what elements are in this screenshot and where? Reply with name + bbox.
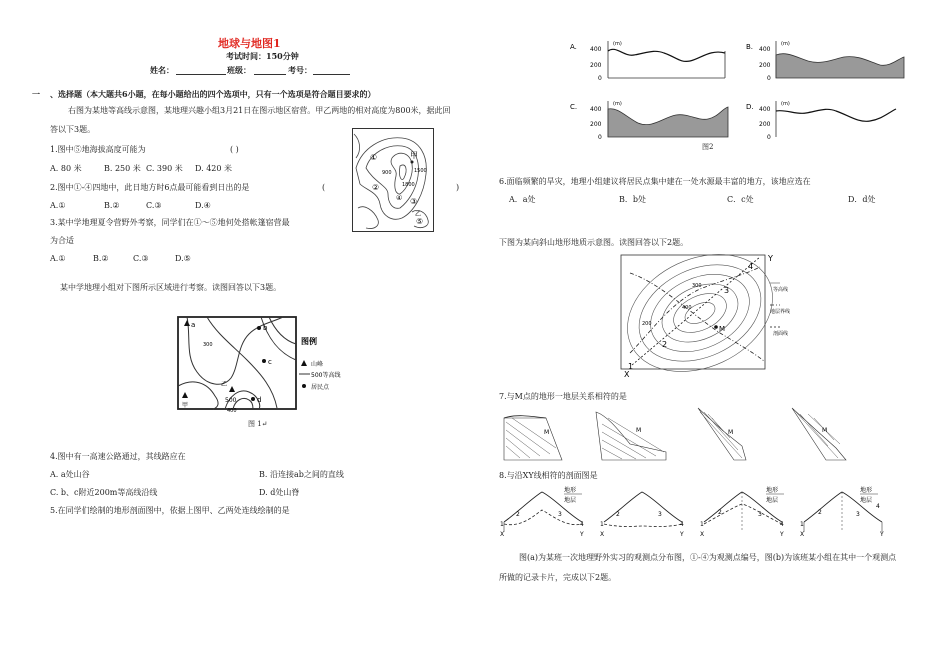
- geomap-num-4: 4: [748, 262, 754, 271]
- q3-line2: 为合适: [50, 236, 74, 245]
- map1-num-1500: 1500: [414, 168, 427, 174]
- profile-d-y400: 400: [759, 106, 771, 113]
- map2-caption: 图 1↵: [248, 420, 268, 428]
- q8-o1-diceng: 地层: [564, 497, 577, 504]
- q2-paren-left: (: [322, 183, 326, 192]
- q7-opt3-m: M: [728, 429, 734, 436]
- q6-option-a: A．a处: [509, 195, 536, 204]
- map1-label-jia: 甲: [410, 151, 418, 160]
- q7-stem: 7.与M点的地形一地层关系相符的是: [499, 392, 627, 401]
- q2-option-a: A.①: [50, 201, 66, 210]
- profile-d-label: D.: [746, 103, 754, 111]
- q8-o3-n4: 4: [780, 521, 784, 528]
- map2-contour-500: 500: [225, 397, 237, 404]
- profile-a-label: A.: [570, 43, 577, 51]
- q8-o4-n2: 2: [818, 509, 822, 516]
- q1-option-a: A. 80 米: [50, 164, 82, 173]
- map2-label-b: b: [263, 324, 268, 332]
- intro4-line1: 图(a)为某班一次地理野外实习的观测点分布图，①-④为观测点编号，图(b)为该班某小组在其中一个观测点: [519, 553, 897, 562]
- id-blank[interactable]: [313, 74, 350, 75]
- q8-o3-x: X: [700, 531, 705, 538]
- geomap-legend-section: 剖面线: [773, 331, 789, 337]
- map1-label-5: ⑤: [416, 217, 424, 226]
- q3-option-c: C.③: [133, 254, 149, 263]
- q6-option-d: D．d处: [848, 195, 876, 204]
- q8-o1-n1: 1: [500, 521, 504, 528]
- profile-d-unit: (m): [781, 101, 790, 107]
- q4-stem: 4.图中有一高速公路通过，其线路应在: [50, 452, 186, 461]
- profile-d-y0: 0: [767, 134, 771, 141]
- q4-option-c: C. b、c附近200m等高线沿线: [50, 488, 158, 497]
- geomap-label-y: Y: [768, 254, 773, 263]
- map1-label-yi: 乙: [415, 211, 422, 218]
- q4-option-d: D. d处山脊: [259, 488, 300, 497]
- q8-o3-diceng: 地层: [766, 497, 779, 504]
- map2-contour-400: 400: [227, 408, 237, 414]
- map1-num-1800: 1800: [402, 182, 415, 188]
- profile-a-y0: 0: [598, 75, 602, 82]
- q8-o1-n4: 4: [580, 521, 584, 528]
- q2-option-d: D.④: [195, 201, 211, 210]
- q8-stem: 8.与沿XY线相符的剖面图是: [499, 471, 598, 480]
- q8-o2-n1: 1: [600, 521, 604, 528]
- map1-label-2: ②: [372, 183, 380, 192]
- intro4-line2: 所做的记录卡片，完成以下2题。: [499, 573, 617, 582]
- q1-option-b: B. 250 米: [104, 164, 141, 173]
- geomap-label-x: X: [624, 370, 630, 379]
- map2-contour-300: 300: [203, 342, 213, 348]
- q1-option-d: D. 420 米: [195, 164, 233, 173]
- class-blank[interactable]: [254, 74, 286, 75]
- map2-label-a: a: [191, 321, 196, 329]
- q6-option-c: C．c处: [727, 195, 754, 204]
- q8-o1-x: X: [500, 531, 505, 538]
- class-label: 班级：: [227, 65, 251, 75]
- q4-option-a: A. a处山谷: [50, 470, 90, 479]
- q3-line1: 3.某中学地理夏令营野外考察，同学们在①～⑤地何处搭帐篷宿营最: [50, 218, 290, 227]
- map1-label-3: ③: [410, 197, 418, 206]
- geomap-contour-300: 300: [692, 283, 702, 289]
- profile-a-y200: 200: [590, 62, 602, 69]
- q4-option-b: B. 沿连接ab之间的直线: [259, 470, 344, 479]
- q8-o2-n3: 3: [658, 511, 662, 518]
- q8-o3-n3: 3: [758, 511, 762, 518]
- q1-paren: ( ): [230, 145, 239, 154]
- section-heading: 、选择题（本大题共6小题，在每小题给出的四个选项中，只有一个选项是符合题目要求的）: [50, 89, 376, 99]
- map2-label-yi: 乙: [221, 381, 228, 388]
- map2-label-jia: 甲: [182, 402, 189, 409]
- intro3: 下图为某向斜山地形地质示意图。读图回答以下2题。: [499, 238, 689, 247]
- q6-option-b: B．b处: [619, 195, 646, 204]
- q6-stem: 6.面临频繁的旱灾，地理小组建议将居民点集中建在一处水源最丰富的地方，该地应选在: [499, 177, 811, 186]
- q8-o3-dixing: 地形: [766, 487, 779, 494]
- map1-label-4: ④: [396, 194, 403, 202]
- q8-o4-n4: 4: [876, 503, 880, 510]
- geomap-label-m: M: [719, 325, 726, 333]
- geomap-num-1: 1: [628, 362, 634, 371]
- q3-option-d: D.⑤: [175, 254, 191, 263]
- profile-b-y200: 200: [759, 62, 771, 69]
- q8-o1-dixing: 地形: [564, 487, 577, 494]
- profile-b-y400: 400: [759, 46, 771, 53]
- q8-section-options: [496, 484, 886, 536]
- intro1-line2: 答以下3题。: [50, 125, 96, 134]
- q8-o1-y: Y: [580, 531, 584, 538]
- profile-c-label: C.: [570, 103, 578, 111]
- q8-o4-x: X: [800, 531, 805, 538]
- q8-o4-n3: 3: [856, 511, 860, 518]
- map1-num-900: 900: [382, 170, 392, 176]
- q7-opt2-m: M: [636, 427, 642, 434]
- q1-option-c: C. 390 米: [146, 164, 183, 173]
- map1-label-1: ①: [370, 153, 378, 162]
- profile-d-y200: 200: [759, 121, 771, 128]
- q7-strata-options: [496, 404, 866, 464]
- profile-a-unit: (m): [613, 41, 622, 47]
- profile-c-y200: 200: [590, 121, 602, 128]
- profile-b-label: B.: [746, 43, 754, 51]
- q8-o3-n1: 1: [700, 521, 704, 528]
- q2-paren-right: ): [456, 183, 460, 192]
- profile-b-y0: 0: [767, 75, 771, 82]
- geomap-legend-boundary: 地层界线: [770, 309, 791, 315]
- q8-o1-n2: 2: [516, 511, 520, 518]
- map2-legend-peak: 山峰: [311, 361, 324, 368]
- page-title: 地球与地图1: [218, 37, 281, 50]
- geomap-contour-200: 200: [642, 321, 652, 327]
- contour-map-2: [177, 316, 357, 416]
- profile-caption: 图2: [702, 143, 714, 151]
- q2-option-c: C.③: [146, 201, 162, 210]
- name-label: 姓名：: [150, 65, 174, 75]
- q7-opt1-m: M: [544, 429, 550, 436]
- profile-c-unit: (m): [613, 101, 622, 107]
- q2-stem: 2.图中①-④四地中，此日地方时6点最可能看到日出的是: [50, 183, 250, 192]
- map2-label-d: d: [257, 396, 262, 404]
- intro2: 某中学地理小组对下图所示区域进行考察。读图回答以下3题。: [60, 283, 282, 292]
- exam-time: 考试时间：150分钟: [226, 51, 299, 61]
- profile-charts: [568, 37, 908, 147]
- map2-legend-title: 图例: [301, 337, 317, 346]
- q1-stem: 1.图中⑤地海拔高度可能为: [50, 145, 146, 154]
- q5-stem: 5.在同学们绘制的地形剖面图中，依据上图甲、乙两处连线绘制的是: [50, 506, 290, 515]
- q8-o3-y: Y: [780, 531, 784, 538]
- q8-o2-x: X: [600, 531, 605, 538]
- geologic-map: [620, 253, 800, 378]
- q8-o4-y: Y: [880, 531, 884, 538]
- q8-o3-n2: 2: [718, 509, 722, 516]
- q8-o1-n3: 3: [558, 511, 562, 518]
- q2-option-b: B.②: [104, 201, 120, 210]
- q8-o4-dixing: 地形: [860, 487, 873, 494]
- geomap-contour-400: 400: [682, 305, 692, 311]
- profile-a-y400: 400: [590, 46, 602, 53]
- q7-opt4-m: M: [822, 427, 828, 434]
- q8-o2-y: Y: [680, 531, 684, 538]
- q3-option-b: B.②: [93, 254, 109, 263]
- geomap-num-3: 3: [724, 286, 730, 295]
- id-label: 考号：: [288, 65, 312, 75]
- q8-o4-n1: 1: [800, 521, 804, 528]
- q8-o2-n2: 2: [616, 511, 620, 518]
- map2-legend-contour: 500等高线: [311, 372, 341, 379]
- q3-option-a: A.①: [50, 254, 66, 263]
- contour-map-1: [352, 128, 434, 232]
- map2-label-c: c: [268, 358, 272, 366]
- name-blank[interactable]: [176, 74, 226, 75]
- geomap-num-2: 2: [662, 340, 668, 349]
- geomap-legend-contour: 等高线: [773, 287, 789, 293]
- q8-o2-n4: 4: [680, 521, 684, 528]
- q8-o4-diceng: 地层: [860, 497, 873, 504]
- profile-c-y400: 400: [590, 106, 602, 113]
- intro1-line1: 右图为某地等高线示意图，某地理兴趣小组3月21日在图示地区宿营。甲乙两地的相对高度为800米，据此回: [68, 106, 451, 115]
- profile-b-unit: (m): [781, 41, 790, 47]
- profile-c-y0: 0: [598, 134, 602, 141]
- section-number: 一: [32, 89, 40, 99]
- map2-legend-settlement: 居民点: [311, 384, 330, 391]
